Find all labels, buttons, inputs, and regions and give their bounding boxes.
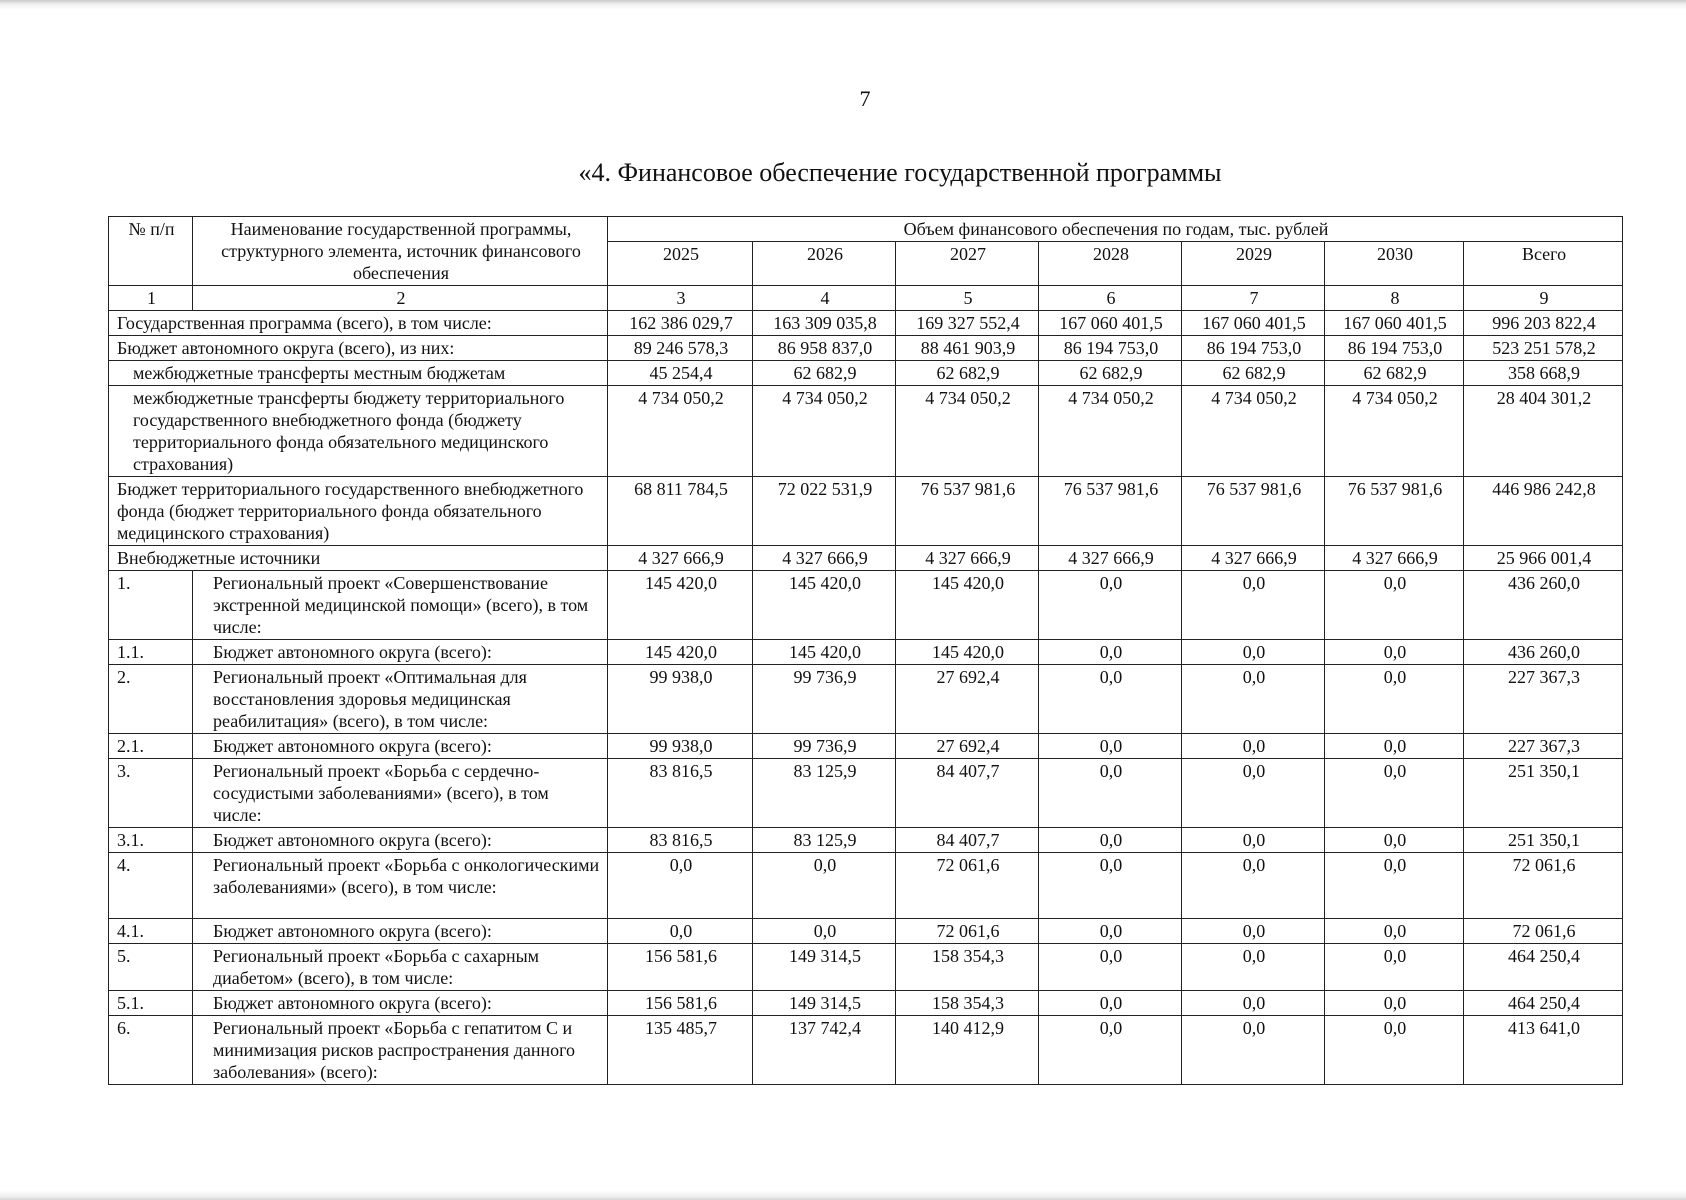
row-value: 0,0 <box>1325 640 1464 665</box>
row-value: 0,0 <box>1039 665 1182 734</box>
row-value: 0,0 <box>1182 665 1325 734</box>
row-value: 0,0 <box>1182 640 1325 665</box>
row-number: 1. <box>109 571 193 640</box>
row-value: 464 250,4 <box>1464 944 1623 991</box>
row-value: 135 485,7 <box>608 1016 753 1085</box>
row-number: 4.1. <box>109 919 193 944</box>
row-name: Региональный проект «Борьба с сердечно-сосудистыми заболеваниями» (всего), в том числе: <box>193 759 608 828</box>
table-row <box>109 919 1623 944</box>
table-row <box>109 853 1623 919</box>
row-value: 0,0 <box>1039 991 1182 1016</box>
row-number: 5.1. <box>109 991 193 1016</box>
summary-row <box>109 386 1623 477</box>
summary-row-name: межбюджетные трансферты местным бюджетам <box>109 361 608 386</box>
index-cell: 5 <box>896 286 1039 311</box>
row-value: 158 354,3 <box>896 991 1039 1016</box>
summary-row-value: 162 386 029,7 <box>608 311 753 336</box>
row-value: 99 736,9 <box>753 665 896 734</box>
summary-row-value: 86 958 837,0 <box>753 336 896 361</box>
summary-row-value: 4 327 666,9 <box>896 546 1039 571</box>
row-value: 149 314,5 <box>753 991 896 1016</box>
header-year-2026: 2026 <box>753 242 896 286</box>
index-cell: 3 <box>608 286 753 311</box>
row-number: 6. <box>109 1016 193 1085</box>
table-row <box>109 571 1623 640</box>
summary-row-value: 89 246 578,3 <box>608 336 753 361</box>
row-number: 4. <box>109 853 193 919</box>
summary-row-value: 169 327 552,4 <box>896 311 1039 336</box>
index-cell: 2 <box>193 286 608 311</box>
row-value: 145 420,0 <box>753 571 896 640</box>
row-value: 413 641,0 <box>1464 1016 1623 1085</box>
summary-row-value: 76 537 981,6 <box>1182 477 1325 546</box>
row-number: 2.1. <box>109 734 193 759</box>
table-row <box>109 828 1623 853</box>
row-value: 145 420,0 <box>896 640 1039 665</box>
summary-row-value: 68 811 784,5 <box>608 477 753 546</box>
summary-row-value: 167 060 401,5 <box>1182 311 1325 336</box>
row-value: 0,0 <box>1039 571 1182 640</box>
row-value: 83 816,5 <box>608 759 753 828</box>
summary-row-name: Внебюджетные источники <box>109 546 608 571</box>
table-row <box>109 759 1623 828</box>
page-number: 7 <box>859 86 871 111</box>
row-value: 149 314,5 <box>753 944 896 991</box>
summary-row-value: 523 251 578,2 <box>1464 336 1623 361</box>
row-value: 0,0 <box>1325 919 1464 944</box>
summary-row-value: 72 022 531,9 <box>753 477 896 546</box>
row-value: 0,0 <box>1325 853 1464 919</box>
row-name: Бюджет автономного округа (всего): <box>193 734 608 759</box>
header-row-1 <box>109 217 1623 242</box>
summary-row-name: Бюджет территориального государственного внебюджетного фонда (бюджет территориального фонда обязательного медицинского страхования) <box>109 477 608 546</box>
header-num: № п/п <box>109 217 193 286</box>
row-value: 145 420,0 <box>608 640 753 665</box>
table-row <box>109 640 1623 665</box>
header-year-2030: 2030 <box>1325 242 1464 286</box>
summary-row <box>109 361 1623 386</box>
row-value: 0,0 <box>1325 944 1464 991</box>
row-value: 0,0 <box>1325 759 1464 828</box>
summary-row-value: 45 254,4 <box>608 361 753 386</box>
row-value: 0,0 <box>1182 828 1325 853</box>
summary-row-value: 4 734 050,2 <box>896 386 1039 477</box>
row-value: 464 250,4 <box>1464 991 1623 1016</box>
summary-row-value: 62 682,9 <box>1039 361 1182 386</box>
scan-edge-top <box>0 0 1686 10</box>
header-name: Наименование государственной программы, структурного элемента, источник финансового обеспечения <box>193 217 608 286</box>
financing-table <box>108 216 1623 1085</box>
summary-row-value: 4 327 666,9 <box>1182 546 1325 571</box>
row-value: 0,0 <box>1039 734 1182 759</box>
index-cell: 1 <box>109 286 193 311</box>
summary-row-value: 4 734 050,2 <box>608 386 753 477</box>
row-value: 227 367,3 <box>1464 734 1623 759</box>
row-value: 0,0 <box>1325 571 1464 640</box>
table-row <box>109 991 1623 1016</box>
row-name: Региональный проект «Борьба с гепатитом С и минимизация рисков распространения данного заболевания» (всего): <box>193 1016 608 1085</box>
row-name: Региональный проект «Борьба с сахарным диабетом» (всего), в том числе: <box>193 944 608 991</box>
summary-row-value: 4 734 050,2 <box>1182 386 1325 477</box>
row-name: Бюджет автономного округа (всего): <box>193 919 608 944</box>
summary-row-value: 62 682,9 <box>896 361 1039 386</box>
summary-row-value: 25 966 001,4 <box>1464 546 1623 571</box>
row-value: 0,0 <box>1182 759 1325 828</box>
summary-row-value: 88 461 903,9 <box>896 336 1039 361</box>
summary-row-value: 4 327 666,9 <box>608 546 753 571</box>
scan-edge-bottom <box>0 1190 1686 1200</box>
row-name: Бюджет автономного округа (всего): <box>193 991 608 1016</box>
row-value: 156 581,6 <box>608 991 753 1016</box>
row-value: 0,0 <box>1039 640 1182 665</box>
row-value: 251 350,1 <box>1464 759 1623 828</box>
index-cell: 6 <box>1039 286 1182 311</box>
index-cell: 8 <box>1325 286 1464 311</box>
row-value: 0,0 <box>1182 991 1325 1016</box>
row-number: 3.1. <box>109 828 193 853</box>
row-value: 137 742,4 <box>753 1016 896 1085</box>
row-name: Бюджет автономного округа (всего): <box>193 828 608 853</box>
row-name: Региональный проект «Совершенствование экстренной медицинской помощи» (всего), в том числе: <box>193 571 608 640</box>
row-number: 1.1. <box>109 640 193 665</box>
summary-row-value: 446 986 242,8 <box>1464 477 1623 546</box>
index-cell: 7 <box>1182 286 1325 311</box>
summary-row-name: межбюджетные трансферты бюджету территориального государственного внебюджетного фонда (бюджету территориального фонда обязательного медицинского страхования) <box>109 386 608 477</box>
row-value: 99 938,0 <box>608 665 753 734</box>
row-value: 0,0 <box>753 853 896 919</box>
summary-row-value: 62 682,9 <box>1325 361 1464 386</box>
row-value: 83 125,9 <box>753 759 896 828</box>
header-year-2028: 2028 <box>1039 242 1182 286</box>
row-value: 158 354,3 <box>896 944 1039 991</box>
row-value: 0,0 <box>1325 734 1464 759</box>
row-value: 0,0 <box>1182 944 1325 991</box>
row-value: 251 350,1 <box>1464 828 1623 853</box>
summary-row-value: 86 194 753,0 <box>1039 336 1182 361</box>
table-row <box>109 734 1623 759</box>
summary-row-value: 62 682,9 <box>1182 361 1325 386</box>
summary-row-value: 86 194 753,0 <box>1182 336 1325 361</box>
row-value: 72 061,6 <box>896 919 1039 944</box>
summary-row <box>109 477 1623 546</box>
row-value: 227 367,3 <box>1464 665 1623 734</box>
summary-row-value: 62 682,9 <box>753 361 896 386</box>
summary-row-value: 996 203 822,4 <box>1464 311 1623 336</box>
summary-row-value: 4 734 050,2 <box>753 386 896 477</box>
row-value: 145 420,0 <box>608 571 753 640</box>
row-value: 436 260,0 <box>1464 640 1623 665</box>
summary-row <box>109 311 1623 336</box>
header-year-2025: 2025 <box>608 242 753 286</box>
row-value: 0,0 <box>1325 991 1464 1016</box>
header-volume: Объем финансового обеспечения по годам, тыс. рублей <box>608 217 1623 242</box>
summary-row <box>109 336 1623 361</box>
row-value: 99 736,9 <box>753 734 896 759</box>
row-value: 83 816,5 <box>608 828 753 853</box>
summary-row-value: 167 060 401,5 <box>1325 311 1464 336</box>
row-value: 0,0 <box>608 853 753 919</box>
row-value: 0,0 <box>1039 1016 1182 1085</box>
row-name: Региональный проект «Оптимальная для восстановления здоровья медицинская реабилитация» (всего), в том числе: <box>193 665 608 734</box>
summary-row-value: 76 537 981,6 <box>896 477 1039 546</box>
index-row <box>109 286 1623 311</box>
row-value: 140 412,9 <box>896 1016 1039 1085</box>
summary-row-name: Государственная программа (всего), в том числе: <box>109 311 608 336</box>
row-value: 0,0 <box>1182 1016 1325 1085</box>
index-cell: 4 <box>753 286 896 311</box>
row-value: 72 061,6 <box>1464 853 1623 919</box>
row-value: 145 420,0 <box>896 571 1039 640</box>
row-value: 83 125,9 <box>753 828 896 853</box>
row-number: 5. <box>109 944 193 991</box>
row-value: 0,0 <box>1325 828 1464 853</box>
header-year-2027: 2027 <box>896 242 1039 286</box>
index-cell: 9 <box>1464 286 1623 311</box>
summary-row-value: 4 327 666,9 <box>1325 546 1464 571</box>
row-number: 3. <box>109 759 193 828</box>
row-value: 156 581,6 <box>608 944 753 991</box>
summary-row-value: 358 668,9 <box>1464 361 1623 386</box>
table-row <box>109 1016 1623 1085</box>
row-name: Региональный проект «Борьба с онкологическими заболеваниями» (всего), в том числе: <box>193 853 608 919</box>
row-value: 0,0 <box>1039 828 1182 853</box>
row-value: 145 420,0 <box>753 640 896 665</box>
summary-row-value: 4 734 050,2 <box>1325 386 1464 477</box>
row-name: Бюджет автономного округа (всего): <box>193 640 608 665</box>
summary-row-value: 167 060 401,5 <box>1039 311 1182 336</box>
row-value: 0,0 <box>1182 734 1325 759</box>
row-value: 0,0 <box>1039 919 1182 944</box>
row-value: 0,0 <box>1039 853 1182 919</box>
row-value: 0,0 <box>753 919 896 944</box>
table-row <box>109 665 1623 734</box>
row-value: 0,0 <box>1182 919 1325 944</box>
row-number: 2. <box>109 665 193 734</box>
summary-row-value: 86 194 753,0 <box>1325 336 1464 361</box>
summary-row-value: 76 537 981,6 <box>1039 477 1182 546</box>
header-year-2029: 2029 <box>1182 242 1325 286</box>
row-value: 99 938,0 <box>608 734 753 759</box>
summary-row-value: 76 537 981,6 <box>1325 477 1464 546</box>
row-value: 84 407,7 <box>896 828 1039 853</box>
row-value: 0,0 <box>1182 853 1325 919</box>
summary-row-value: 4 734 050,2 <box>1039 386 1182 477</box>
summary-row-name: Бюджет автономного округа (всего), из них: <box>109 336 608 361</box>
row-value: 436 260,0 <box>1464 571 1623 640</box>
row-value: 0,0 <box>1039 759 1182 828</box>
row-value: 27 692,4 <box>896 665 1039 734</box>
header-total: Всего <box>1464 242 1623 286</box>
row-value: 84 407,7 <box>896 759 1039 828</box>
row-value: 0,0 <box>1039 944 1182 991</box>
row-value: 27 692,4 <box>896 734 1039 759</box>
row-value: 0,0 <box>608 919 753 944</box>
row-value: 72 061,6 <box>896 853 1039 919</box>
row-value: 0,0 <box>1325 1016 1464 1085</box>
section-heading: «4. Финансовое обеспечение государственной программы <box>578 158 1222 187</box>
table-row <box>109 944 1623 991</box>
row-value: 0,0 <box>1325 665 1464 734</box>
summary-row-value: 4 327 666,9 <box>1039 546 1182 571</box>
row-value: 0,0 <box>1182 571 1325 640</box>
summary-row <box>109 546 1623 571</box>
summary-row-value: 163 309 035,8 <box>753 311 896 336</box>
row-value: 72 061,6 <box>1464 919 1623 944</box>
summary-row-value: 28 404 301,2 <box>1464 386 1623 477</box>
summary-row-value: 4 327 666,9 <box>753 546 896 571</box>
